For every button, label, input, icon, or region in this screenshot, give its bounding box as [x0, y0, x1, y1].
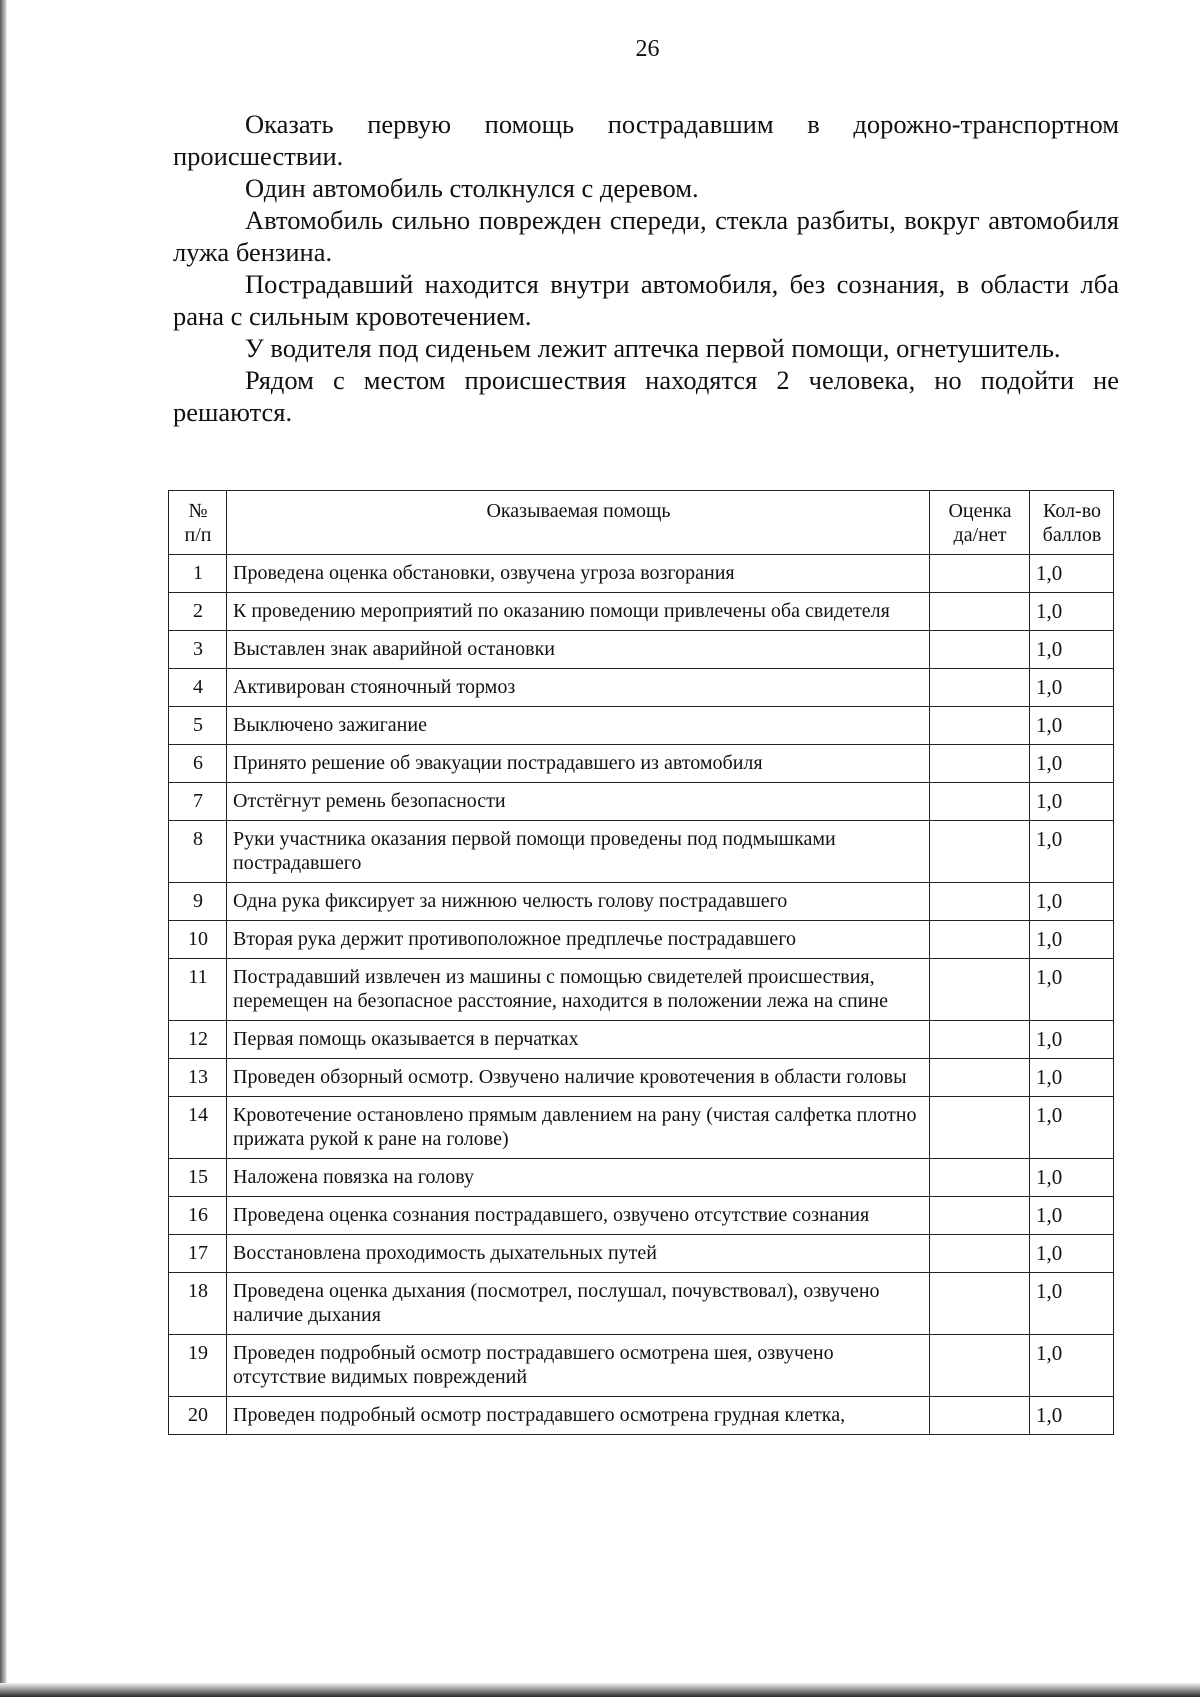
table-row [169, 1397, 1114, 1435]
intro-paragraph: Один автомобиль столкнулся с деревом. [245, 173, 699, 203]
row-points: 1,0 [1030, 783, 1114, 821]
row-number: 16 [169, 1197, 227, 1235]
row-evaluation-cell [930, 1397, 1030, 1435]
row-number: 15 [169, 1159, 227, 1197]
intro-paragraph: Рядом с местом происшествия находятся 2 человека, но подойти не решаются. [173, 365, 1119, 427]
row-number: 6 [169, 745, 227, 783]
row-number: 17 [169, 1235, 227, 1273]
header-number-line2: п/п [184, 524, 212, 546]
row-points: 1,0 [1030, 883, 1114, 921]
row-number: 11 [169, 959, 227, 1021]
intro-paragraph: У водителя под сиденьем лежит аптечка первой помощи, огнетушитель. [245, 333, 1061, 363]
row-evaluation-cell [930, 631, 1030, 669]
row-evaluation-cell [930, 555, 1030, 593]
row-points: 1,0 [1030, 707, 1114, 745]
row-evaluation-cell [930, 883, 1030, 921]
intro-paragraph: Автомобиль сильно поврежден спереди, стекла разбиты, вокруг автомобиля лужа бензина. [173, 205, 1119, 267]
intro-paragraph: Пострадавший находится внутри автомобиля, без сознания, в области лба рана с сильным кровотечением. [173, 269, 1119, 331]
table-row [169, 707, 1114, 745]
header-evaluation-line1: Оценка [948, 500, 1012, 522]
row-action-text: Наложена повязка на голову [227, 1159, 930, 1197]
row-action-text: Вторая рука держит противоположное предплечье пострадавшего [227, 921, 930, 959]
header-points-line2: баллов [1042, 524, 1102, 546]
row-number: 9 [169, 883, 227, 921]
row-evaluation-cell [930, 1335, 1030, 1397]
table-row [169, 669, 1114, 707]
row-points: 1,0 [1030, 1059, 1114, 1097]
row-points: 1,0 [1030, 1159, 1114, 1197]
intro-paragraph: Оказать первую помощь пострадавшим в дорожно-транспортном происшествии. [173, 109, 1119, 171]
row-number: 7 [169, 783, 227, 821]
header-number-line1: № [188, 500, 208, 522]
row-number: 13 [169, 1059, 227, 1097]
table-row [169, 1273, 1114, 1335]
row-evaluation-cell [930, 1159, 1030, 1197]
row-action-text: Первая помощь оказывается в перчатках [227, 1021, 930, 1059]
row-points: 1,0 [1030, 555, 1114, 593]
row-evaluation-cell [930, 1059, 1030, 1097]
row-number: 1 [169, 555, 227, 593]
row-evaluation-cell [930, 707, 1030, 745]
row-evaluation-cell [930, 593, 1030, 631]
table-row [169, 921, 1114, 959]
row-evaluation-cell [930, 921, 1030, 959]
row-number: 4 [169, 669, 227, 707]
table-row [169, 1335, 1114, 1397]
table-row [169, 1159, 1114, 1197]
row-action-text: Проведен обзорный осмотр. Озвучено наличие кровотечения в области головы [227, 1059, 930, 1097]
row-action-text: Проведена оценка обстановки, озвучена угроза возгорания [227, 555, 930, 593]
header-evaluation [930, 491, 1030, 555]
row-action-text: Проведена оценка дыхания (посмотрел, послушал, почувствовал), озвучено наличие дыхания [227, 1273, 930, 1335]
row-number: 20 [169, 1397, 227, 1435]
row-action-text: Пострадавший извлечен из машины с помощью свидетелей происшествия, перемещен на безопасное расстояние, находится в положении лежа на спине [227, 959, 930, 1021]
row-evaluation-cell [930, 1235, 1030, 1273]
header-points-line1: Кол-во [1042, 500, 1102, 522]
row-action-text: Проведена оценка сознания пострадавшего, озвучено отсутствие сознания [227, 1197, 930, 1235]
row-action-text: Проведен подробный осмотр пострадавшего осмотрена шея, озвучено отсутствие видимых повреждений [227, 1335, 930, 1397]
table-header-row [169, 491, 1114, 555]
table-row [169, 1059, 1114, 1097]
row-action-text: Принято решение об эвакуации пострадавшего из автомобиля [227, 745, 930, 783]
scoring-table [168, 490, 1114, 1435]
row-number: 5 [169, 707, 227, 745]
row-action-text: Выключено зажигание [227, 707, 930, 745]
row-evaluation-cell [930, 1097, 1030, 1159]
row-evaluation-cell [930, 783, 1030, 821]
row-action-text: Восстановлена проходимость дыхательных путей [227, 1235, 930, 1273]
row-evaluation-cell [930, 1021, 1030, 1059]
row-number: 14 [169, 1097, 227, 1159]
row-points: 1,0 [1030, 593, 1114, 631]
row-evaluation-cell [930, 821, 1030, 883]
row-number: 12 [169, 1021, 227, 1059]
table-row [169, 959, 1114, 1021]
table-row [169, 593, 1114, 631]
row-points: 1,0 [1030, 1097, 1114, 1159]
row-evaluation-cell [930, 959, 1030, 1021]
scan-left-edge [0, 0, 7, 1697]
row-points: 1,0 [1030, 821, 1114, 883]
row-points: 1,0 [1030, 631, 1114, 669]
table-row [169, 631, 1114, 669]
row-points: 1,0 [1030, 669, 1114, 707]
row-points: 1,0 [1030, 921, 1114, 959]
page-number: 26 [635, 36, 660, 62]
row-points: 1,0 [1030, 1335, 1114, 1397]
row-points: 1,0 [1030, 1397, 1114, 1435]
row-action-text: Одна рука фиксирует за нижнюю челюсть голову пострадавшего [227, 883, 930, 921]
row-action-text: Кровотечение остановлено прямым давлением на рану (чистая салфетка плотно прижата рукой к ране на голове) [227, 1097, 930, 1159]
row-points: 1,0 [1030, 959, 1114, 1021]
table-row [169, 1097, 1114, 1159]
table-row [169, 555, 1114, 593]
row-points: 1,0 [1030, 1021, 1114, 1059]
header-number [169, 491, 227, 555]
row-evaluation-cell [930, 745, 1030, 783]
table-row [169, 1235, 1114, 1273]
row-number: 19 [169, 1335, 227, 1397]
table-row [169, 1197, 1114, 1235]
row-action-text: К проведению мероприятий по оказанию помощи привлечены оба свидетеля [227, 593, 930, 631]
header-action: Оказываемая помощь [227, 491, 930, 555]
row-evaluation-cell [930, 1273, 1030, 1335]
row-action-text: Выставлен знак аварийной остановки [227, 631, 930, 669]
row-points: 1,0 [1030, 745, 1114, 783]
row-points: 1,0 [1030, 1197, 1114, 1235]
row-action-text: Проведен подробный осмотр пострадавшего осмотрена грудная клетка, [227, 1397, 930, 1435]
row-number: 3 [169, 631, 227, 669]
header-evaluation-line2: да/нет [953, 524, 1007, 546]
row-evaluation-cell [930, 669, 1030, 707]
row-action-text: Руки участника оказания первой помощи проведены под подмышками пострадавшего [227, 821, 930, 883]
row-number: 10 [169, 921, 227, 959]
table-row [169, 821, 1114, 883]
scenario-text [173, 108, 1119, 428]
row-points: 1,0 [1030, 1235, 1114, 1273]
row-evaluation-cell [930, 1197, 1030, 1235]
row-action-text: Активирован стояночный тормоз [227, 669, 930, 707]
table-row [169, 1021, 1114, 1059]
scan-bottom-edge [0, 1683, 1200, 1697]
row-number: 2 [169, 593, 227, 631]
header-points [1030, 491, 1114, 555]
row-points: 1,0 [1030, 1273, 1114, 1335]
row-action-text: Отстёгнут ремень безопасности [227, 783, 930, 821]
table-row [169, 783, 1114, 821]
table-row [169, 883, 1114, 921]
row-number: 8 [169, 821, 227, 883]
table-row [169, 745, 1114, 783]
row-number: 18 [169, 1273, 227, 1335]
